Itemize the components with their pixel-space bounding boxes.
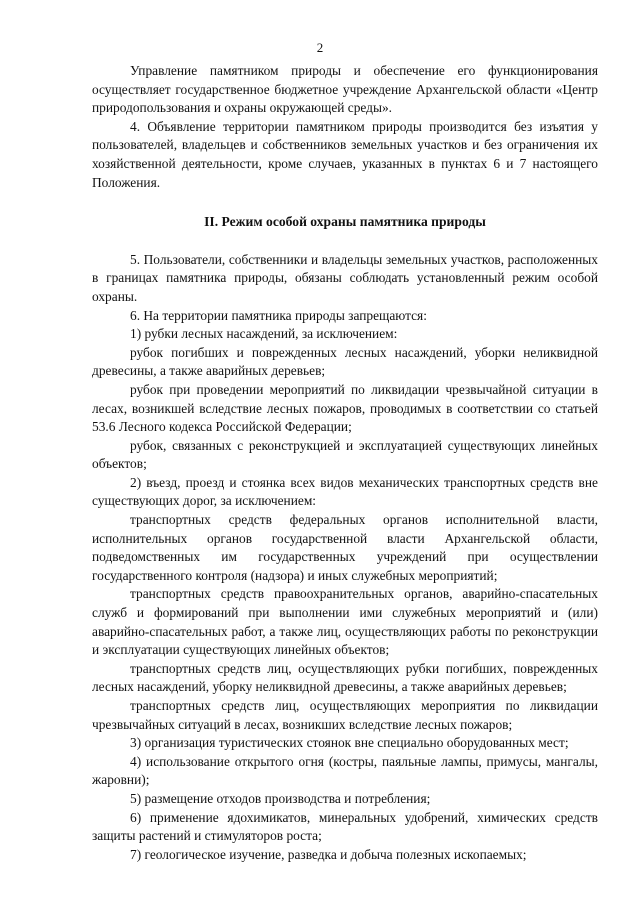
section-heading: II. Режим особой охраны памятника природы bbox=[204, 214, 486, 230]
list-subitem: транспортных средств правоохранительных органов, аварийно-спасательных служб и формирований при выполнении ими служебных мероприятий и (или) аварийно-спасательных работ, а также лиц, осуществляющих работы по реконструкции и эксплуатации существующих линейных объектов; bbox=[92, 586, 598, 658]
list-subitem: транспортных средств лиц, осуществляющих рубки погибших, поврежденных лесных насаждений, уборку неликвидной древесины, а также аварийных деревьев; bbox=[92, 660, 598, 695]
list-subitem: транспортных средств лиц, осуществляющих мероприятия по ликвидации чрезвычайных ситуаций в лесах, возникших вследствие лесных пожаров; bbox=[92, 698, 598, 732]
list-subitem: рубок при проведении мероприятий по ликвидации чрезвычайной ситуации в лесах, возникшей вследствие лесных пожаров, проводимых в соответствии со статьей 53.6 Лесного кодекса Российской Федерации; bbox=[92, 381, 598, 435]
list-subitem: рубок погибших и поврежденных лесных насаждений, уборки неликвидной древесины, а также аварийных деревьев; bbox=[92, 344, 598, 379]
list-item-5: 5) размещение отходов производства и потребления; bbox=[130, 790, 431, 806]
list-subitem: рубок, связанных с реконструкцией и эксплуатацией существующих линейных объектов; bbox=[92, 437, 598, 472]
list-item-1: 1) рубки лесных насаждений, за исключением: bbox=[130, 326, 398, 342]
list-item-7: 7) геологическое изучение, разведка и добыча полезных ископаемых; bbox=[130, 846, 527, 862]
list-item-4: 4) использование открытого огня (костры, паяльные лампы, примусы, мангалы, жаровни); bbox=[92, 753, 598, 788]
list-item-2: 2) въезд, проезд и стоянка всех видов механических транспортных средств вне существующих дорог, за исключением: bbox=[92, 474, 598, 509]
paragraph-management: Управление памятником природы и обеспечение его функционирования осуществляет государственное бюджетное учреждение Архангельской области «Центр природопользования и охраны окружающей среды». bbox=[92, 63, 598, 116]
document-body bbox=[92, 62, 598, 864]
paragraph-item-5: 5. Пользователи, собственники и владельцы земельных участков, расположенных в границах памятника природы, обязаны соблюдать установленный режим особой охраны. bbox=[92, 251, 598, 304]
page-number: 2 bbox=[316, 40, 324, 55]
paragraph-item-6: 6. На территории памятника природы запрещаются: bbox=[130, 307, 427, 323]
paragraph-item-4: 4. Объявление территории памятником природы производится без изъятия у пользователей, владельцев и собственников земельных участков и без ограничения их хозяйственной деятельности, кроме случаев, указанных в пунктах 6 и 7 настоящего Положения. bbox=[92, 118, 598, 190]
list-item-3: 3) организация туристических стоянок вне специально оборудованных мест; bbox=[130, 735, 569, 751]
list-item-6: 6) применение ядохимикатов, минеральных удобрений, химических средств защиты растений и стимуляторов роста; bbox=[92, 809, 598, 844]
list-subitem: транспортных средств федеральных органов исполнительной власти, исполнительных органов государственной власти Архангельской области, подведомственных им государственных учреждений при осуществлении государственного контроля (надзора) и иных служебных мероприятий; bbox=[92, 512, 598, 583]
